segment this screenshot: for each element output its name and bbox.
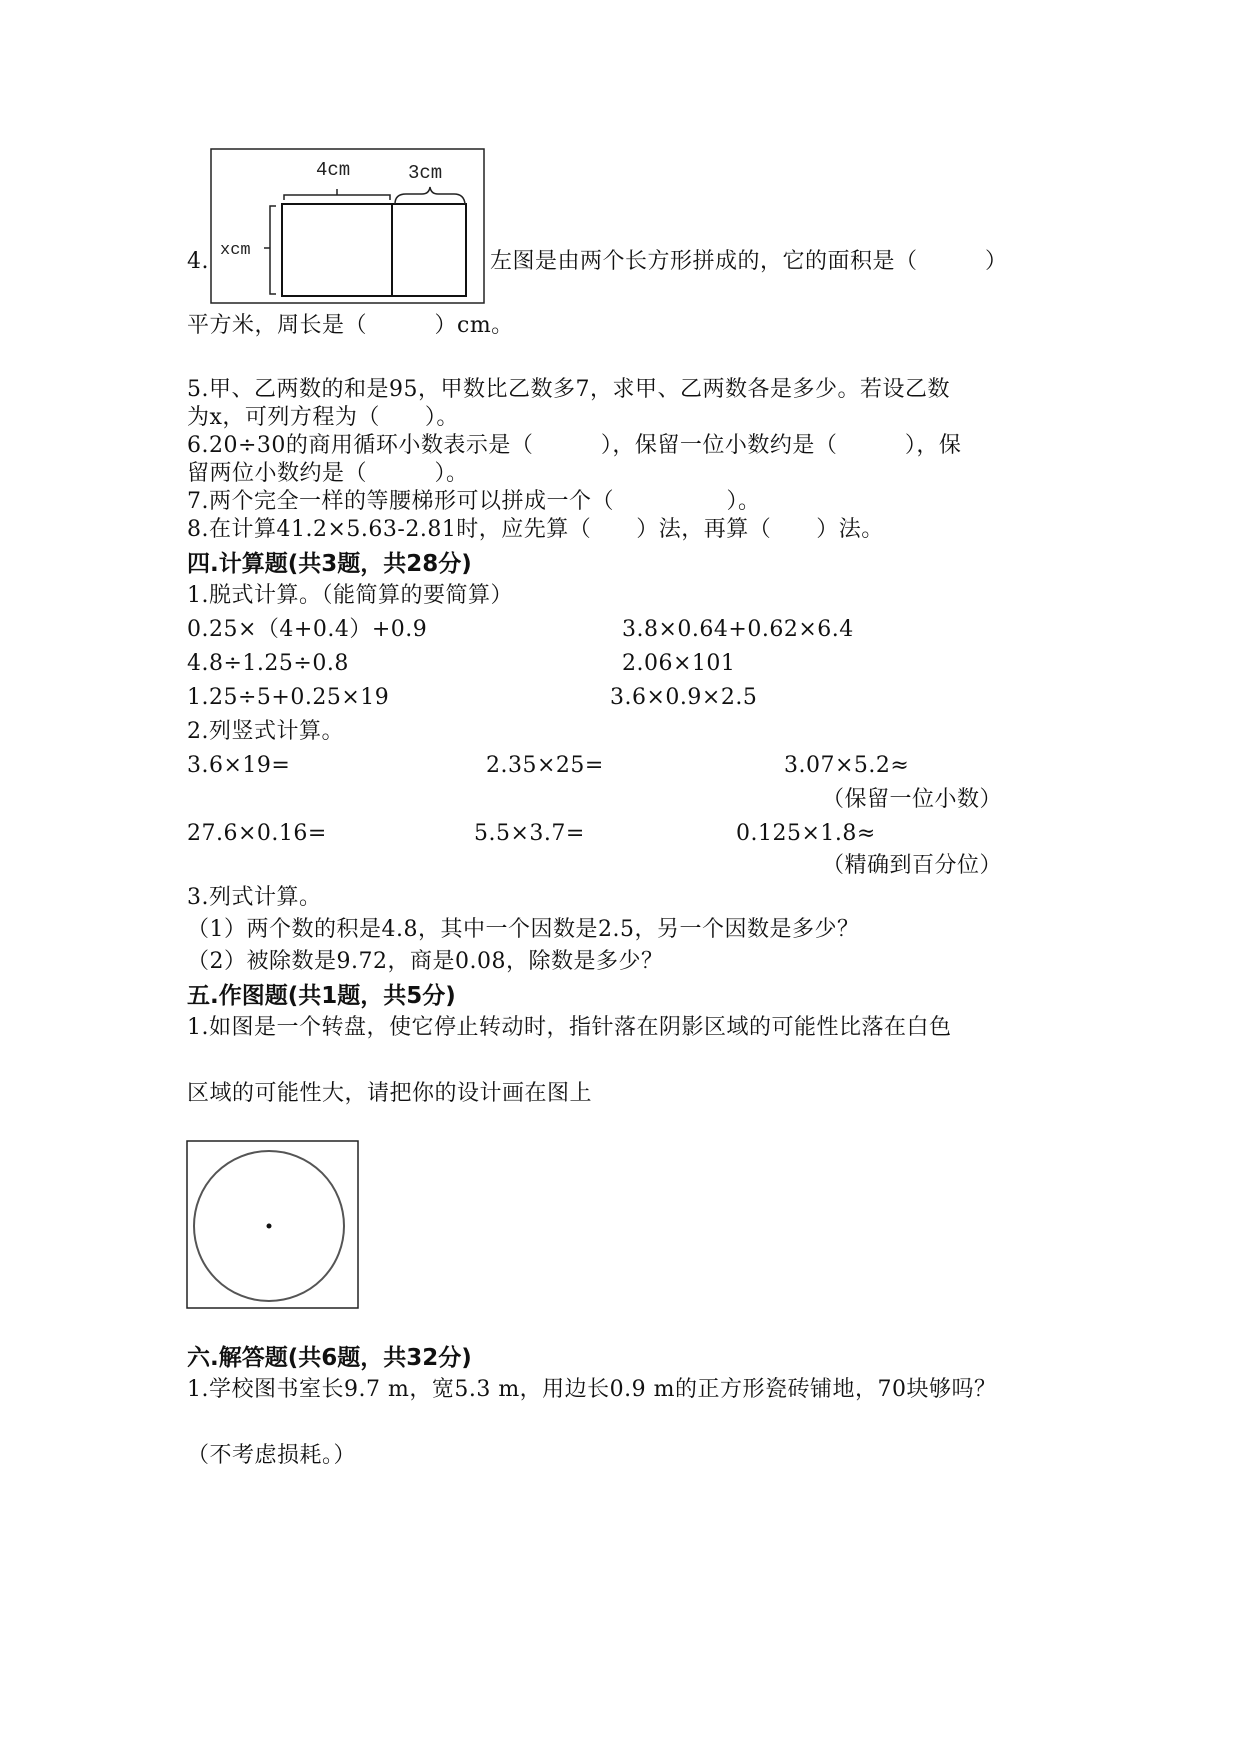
spinner-figure [186, 1140, 360, 1310]
vertical-calc-item: 5.5×3.7= [474, 821, 585, 846]
vertical-calc-item: 27.6×0.16= [187, 821, 327, 846]
calc-item: 3.8×0.64+0.62×6.4 [622, 617, 854, 642]
section4-q2-title: 2.列竖式计算。 [187, 719, 344, 744]
q8-line: 8.在计算41.2×5.63-2.81时，应先算（ ）法，再算（ ）法。 [187, 517, 884, 542]
label-xcm: xcm [220, 241, 251, 260]
label-4cm: 4cm [316, 159, 351, 181]
section6-q1-line1: 1.学校图书室长9.7 m，宽5.3 m，用边长0.9 m的正方形瓷砖铺地，70块够吗？ [187, 1377, 997, 1402]
section4-q3-title: 3.列式计算。 [187, 885, 322, 910]
vertical-calc-item: 0.125×1.8≈ [736, 821, 876, 846]
q6-line1: 6.20÷30的商用循环小数表示是（ ），保留一位小数约是（ ），保 [187, 433, 962, 458]
left-rectangle [282, 204, 392, 296]
brace-side [264, 206, 276, 294]
q5-line1: 5.甲、乙两数的和是95，甲数比乙数多7，求甲、乙两数各是多少。若设乙数 [187, 377, 950, 402]
word-calc-item: （2）被除数是9.72，商是0.08，除数是多少？ [187, 949, 664, 974]
vertical-calc-note: （保留一位小数） [822, 787, 1003, 812]
section6-title: 六.解答题(共6题，共32分) [187, 1345, 472, 1371]
calc-item: 4.8÷1.25÷0.8 [187, 651, 349, 676]
section6-q1-line2: （不考虑损耗。） [187, 1443, 357, 1468]
brace-top-right [395, 187, 465, 204]
label-3cm: 3cm [408, 162, 443, 184]
calc-item: 3.6×0.9×2.5 [610, 685, 758, 710]
calc-item: 2.06×101 [622, 651, 736, 676]
q4-number: 4. [187, 249, 209, 274]
q4-text-line2: 平方米，周长是（ ）cm。 [187, 313, 514, 338]
calc-item: 0.25×（4+0.4）+0.9 [187, 617, 428, 642]
two-rectangles-figure [210, 148, 486, 306]
section5-q1-line2: 区域的可能性大，请把你的设计画在图上 [187, 1081, 593, 1106]
section5-title: 五.作图题(共1题，共5分) [187, 983, 456, 1009]
section4-title: 四.计算题(共3题，共28分) [187, 551, 472, 577]
spinner-center-dot [267, 1224, 272, 1229]
word-calc-item: （1）两个数的积是4.8，其中一个因数是2.5，另一个因数是多少？ [187, 917, 860, 942]
calc-item: 1.25÷5+0.25×19 [187, 685, 390, 710]
vertical-calc-item: 2.35×25= [486, 753, 604, 778]
q7-line: 7.两个完全一样的等腰梯形可以拼成一个（ ）。 [187, 489, 761, 514]
vertical-calc-note: （精确到百分位） [822, 853, 1003, 878]
q5-line2: 为x，可列方程为（ ）。 [187, 405, 459, 430]
section5-q1-line1: 1.如图是一个转盘，使它停止转动时，指针落在阴影区域的可能性比落在白色 [187, 1015, 952, 1040]
right-rectangle [392, 204, 466, 296]
vertical-calc-item: 3.6×19= [187, 753, 291, 778]
vertical-calc-item: 3.07×5.2≈ [784, 753, 910, 778]
q4-text-line1: 左图是由两个长方形拼成的，它的面积是（ ） [490, 249, 1008, 274]
brace-top-left [284, 189, 390, 200]
section4-q1-title: 1.脱式计算。（能简算的要简算） [187, 583, 513, 608]
q6-line2: 留两位小数约是（ ）。 [187, 461, 469, 486]
